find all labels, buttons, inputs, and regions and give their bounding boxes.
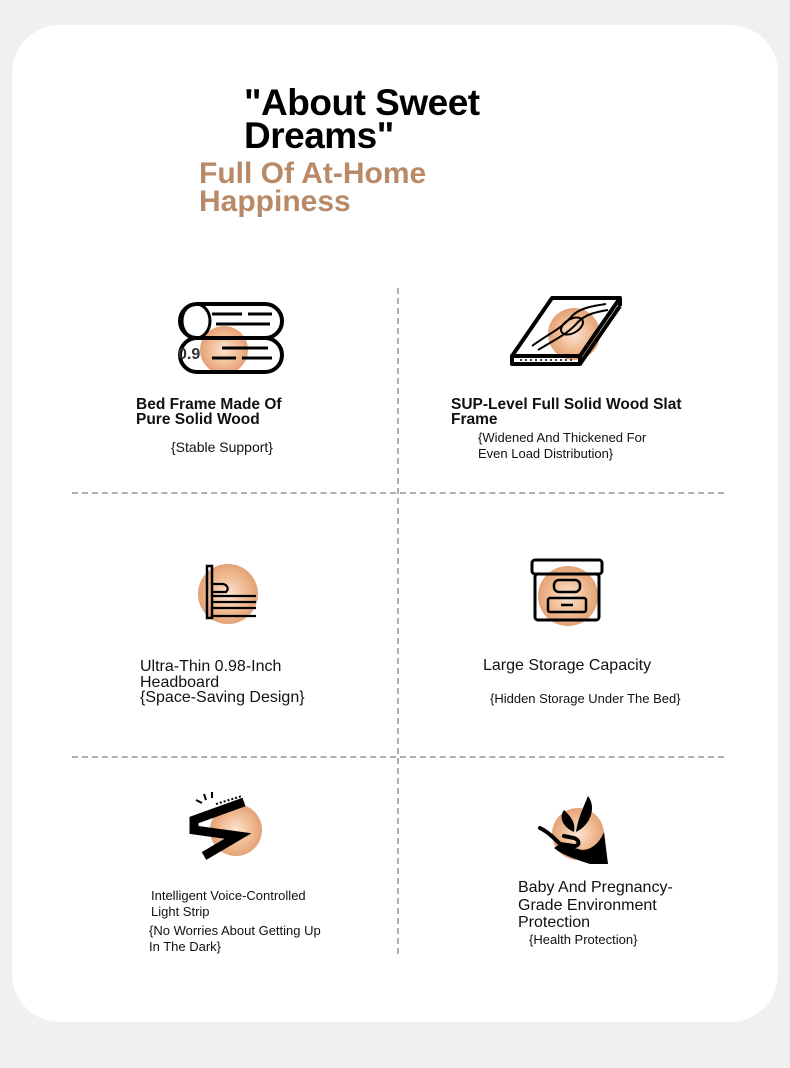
feature-note-stable-support: {Stable Support} xyxy=(171,439,273,455)
leaf-hand-icon xyxy=(534,792,614,868)
feature-note-load-distribution: {Widened And Thickened For Even Load Distribution} xyxy=(478,430,647,461)
feature-note-hidden-storage: {Hidden Storage Under The Bed} xyxy=(490,691,681,706)
wood-plank-icon xyxy=(508,294,626,368)
feature-title-headboard: Ultra-Thin 0.98-Inch Headboard xyxy=(140,658,282,691)
vertical-divider xyxy=(397,288,399,954)
feature-title-storage: Large Storage Capacity xyxy=(483,657,652,674)
page-subtitle: Full Of At-Home Happiness xyxy=(199,157,427,218)
horizontal-divider-1 xyxy=(72,492,724,494)
wood-log-icon-label: 0.9 xyxy=(178,346,201,363)
page-title: "About Sweet Dreams" xyxy=(244,82,480,156)
wood-log-icon xyxy=(172,298,288,378)
feature-note-dark: {No Worries About Getting Up In The Dark} xyxy=(149,923,321,954)
headboard-icon xyxy=(196,560,262,624)
horizontal-divider-2 xyxy=(72,756,724,758)
feature-note-health: {Health Protection} xyxy=(529,932,638,947)
feature-note-space-saving: {Space-Saving Design} xyxy=(140,689,305,706)
feature-title-environment: Baby And Pregnancy-Grade Environment Protection xyxy=(518,879,673,931)
feature-title-light-strip: Intelligent Voice-Controlled Light Strip xyxy=(151,888,306,919)
storage-box-icon xyxy=(526,556,608,628)
feature-title-slat-frame: SUP-Level Full Solid Wood Slat Frame xyxy=(451,396,682,428)
light-strip-icon xyxy=(182,790,266,864)
feature-title-solid-wood: Bed Frame Made Of Pure Solid Wood xyxy=(136,396,282,428)
